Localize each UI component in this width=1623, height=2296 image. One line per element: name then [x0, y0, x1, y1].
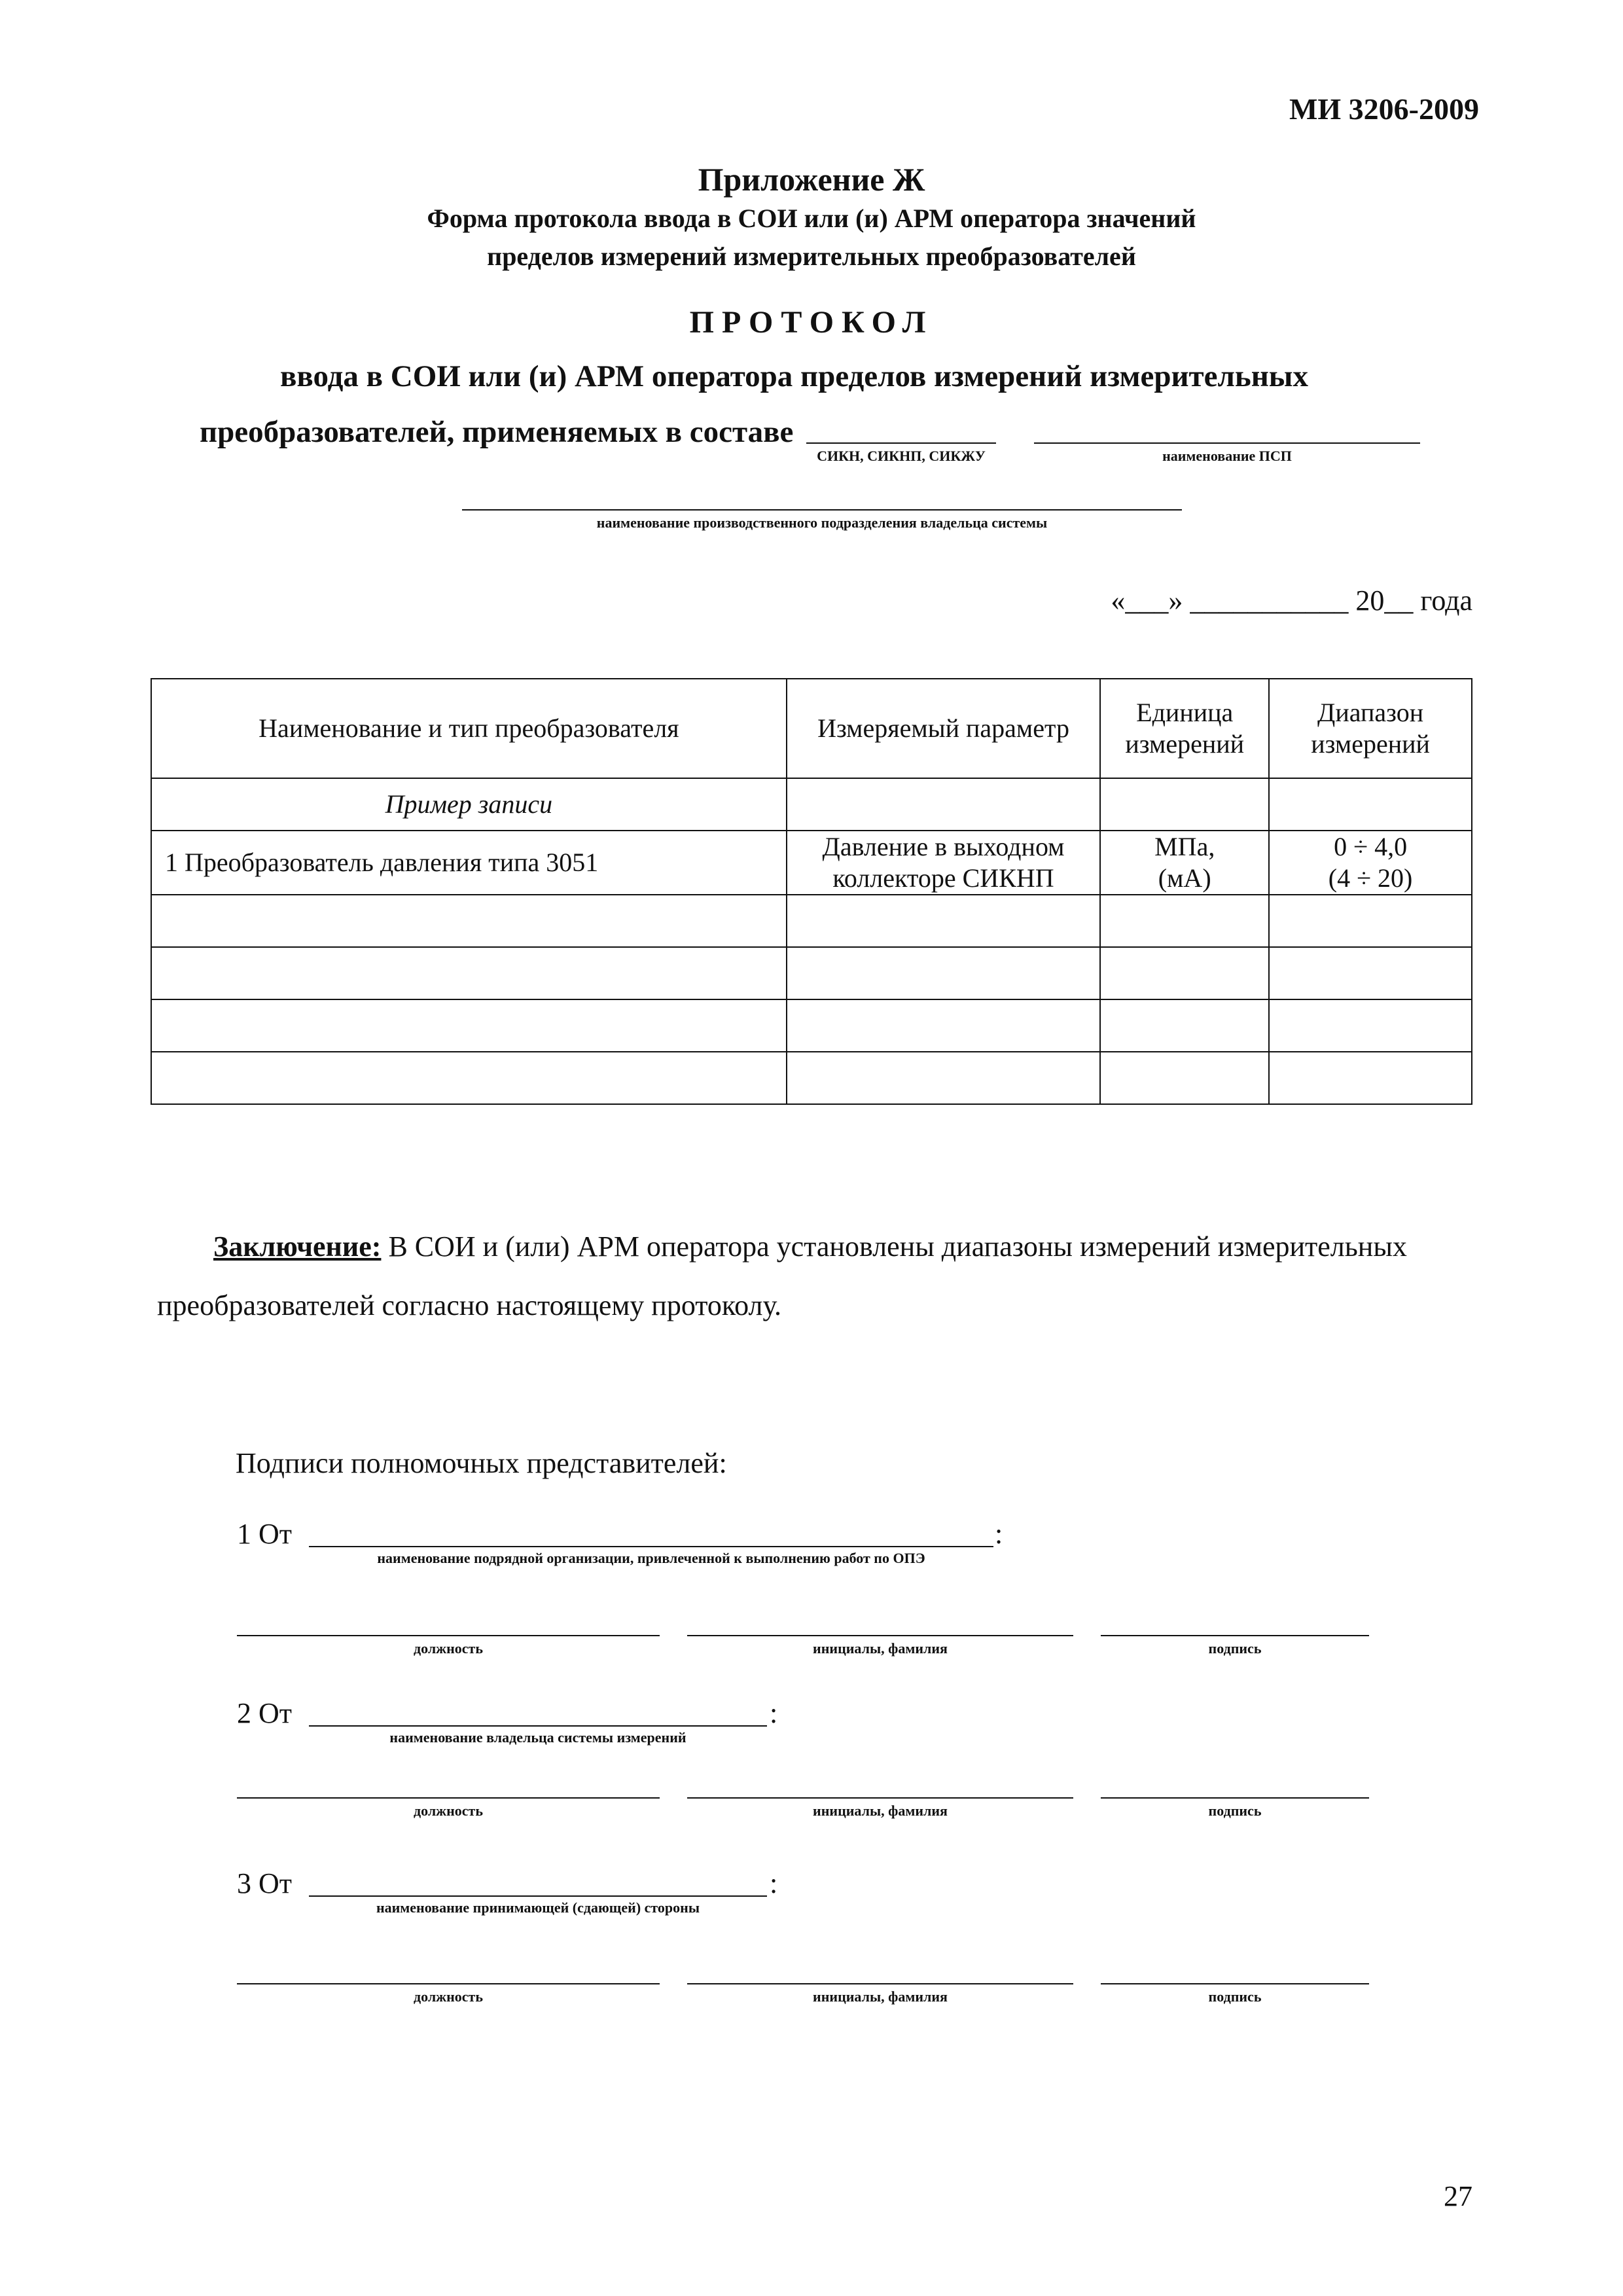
table-cell: [787, 895, 1101, 947]
signatures-heading: Подписи полномочных представителей:: [236, 1447, 727, 1479]
date-line: «___» ___________ 20__ года: [1111, 584, 1472, 617]
cell-converter-name: 1 Преобразователь давления типа 3051: [151, 831, 787, 895]
org-name-caption-2: наименование владельца системы измерений: [389, 1729, 687, 1746]
header-parameter: Измеряемый параметр: [787, 679, 1101, 778]
from-label-3: 3 От: [237, 1867, 293, 1899]
table-cell: [1269, 1052, 1472, 1104]
annex-title: Приложение Ж: [698, 161, 925, 198]
table-row-empty: [151, 895, 1472, 947]
range-line1: 0 ÷ 4,0: [1334, 832, 1408, 861]
example-label: Пример записи: [151, 778, 787, 831]
from-label-2: 2 От: [237, 1697, 293, 1729]
table-cell: [1269, 778, 1472, 831]
table-cell: [787, 999, 1101, 1052]
conclusion-text: В СОИ и (или) АРМ оператора установлены диапазоны измерений измерительных преобразователей согласно настоящему протоколу.: [157, 1230, 1407, 1321]
table-row-empty: [151, 999, 1472, 1052]
colon-3: :: [770, 1867, 778, 1899]
table-row-empty: [151, 947, 1472, 999]
document-id: МИ 3206-2009: [1289, 92, 1479, 126]
name-caption-1: инициалы, фамилия: [813, 1640, 948, 1657]
signature-line-3: [1101, 1983, 1369, 1984]
position-caption-3: должность: [413, 1988, 483, 2005]
table-cell: [1100, 947, 1269, 999]
parameter-line2: коллекторе СИКНП: [832, 863, 1054, 893]
protocol-table: [151, 678, 1472, 1105]
position-line-3: [237, 1983, 660, 1984]
from-label-1: 1 От: [237, 1518, 293, 1550]
org-name-line-1: [309, 1546, 993, 1547]
signature-line-1: [1101, 1635, 1369, 1636]
signature-caption-2: подпись: [1208, 1803, 1262, 1819]
psp-name-caption: наименование ПСП: [1162, 448, 1292, 464]
signature-caption-3: подпись: [1208, 1988, 1262, 2005]
table-cell: [787, 1052, 1101, 1104]
table-header-row: [151, 679, 1472, 778]
composition-label: преобразователей, применяемых в составе: [200, 415, 794, 449]
annex-subtitle-line1: Форма протокола ввода в СОИ или (и) АРМ оператора значений: [427, 204, 1196, 233]
header-name-type: Наименование и тип преобразователя: [151, 679, 787, 778]
table-cell: [151, 947, 787, 999]
table-cell: [151, 999, 787, 1052]
table-cell: [151, 895, 787, 947]
range-line2: (4 ÷ 20): [1328, 863, 1413, 893]
name-line-1: [687, 1635, 1073, 1636]
name-caption-3: инициалы, фамилия: [813, 1988, 948, 2005]
unit-line1: МПа,: [1154, 832, 1215, 861]
protocol-subtitle: ввода в СОИ или (и) АРМ оператора пределов измерений измерительных: [280, 359, 1308, 393]
annex-subtitle-line2: пределов измерений измерительных преобразователей: [487, 242, 1136, 271]
table-cell: [151, 1052, 787, 1104]
system-type-line: [806, 442, 996, 444]
cell-parameter: [787, 831, 1101, 895]
table-cell: [787, 947, 1101, 999]
table-row-example: [151, 778, 1472, 831]
table-cell: [1269, 999, 1472, 1052]
name-caption-2: инициалы, фамилия: [813, 1803, 948, 1819]
table-cell: [1100, 999, 1269, 1052]
table-cell: [1100, 1052, 1269, 1104]
position-caption-1: должность: [413, 1640, 483, 1657]
conclusion: [157, 1217, 1472, 1335]
position-line-1: [237, 1635, 660, 1636]
colon-1: :: [995, 1518, 1003, 1550]
org-name-caption-3: наименование принимающей (сдающей) стороны: [376, 1899, 700, 1916]
signature-caption-1: подпись: [1208, 1640, 1262, 1657]
psp-name-line: [1034, 442, 1420, 444]
header-range: Диапазон измерений: [1269, 679, 1472, 778]
header-unit: Единица измерений: [1100, 679, 1269, 778]
position-caption-2: должность: [413, 1803, 483, 1819]
table-cell: [787, 778, 1101, 831]
parameter-line1: Давление в выходном: [822, 832, 1065, 861]
cell-range: [1269, 831, 1472, 895]
colon-2: :: [770, 1697, 778, 1729]
org-name-line-3: [309, 1895, 767, 1897]
table-cell: [1100, 895, 1269, 947]
division-caption: наименование производственного подразделения владельца системы: [596, 514, 1048, 531]
table-cell: [1269, 947, 1472, 999]
page-number: 27: [1444, 2180, 1472, 2212]
division-line: [462, 509, 1182, 511]
org-name-caption-1: наименование подрядной организации, привлеченной к выполнению работ по ОПЭ: [377, 1550, 925, 1566]
table-cell: [1100, 778, 1269, 831]
table-row: [151, 831, 1472, 895]
org-name-line-2: [309, 1725, 767, 1727]
signature-line-2: [1101, 1797, 1369, 1799]
table-cell: [1269, 895, 1472, 947]
system-type-caption: СИКН, СИКНП, СИКЖУ: [817, 448, 986, 464]
cell-unit: [1100, 831, 1269, 895]
table-row-empty: [151, 1052, 1472, 1104]
position-line-2: [237, 1797, 660, 1799]
conclusion-label: Заключение:: [213, 1230, 382, 1263]
name-line-3: [687, 1983, 1073, 1984]
protocol-title: ПРОТОКОЛ: [689, 305, 934, 340]
unit-line2: (мА): [1158, 863, 1211, 893]
name-line-2: [687, 1797, 1073, 1799]
